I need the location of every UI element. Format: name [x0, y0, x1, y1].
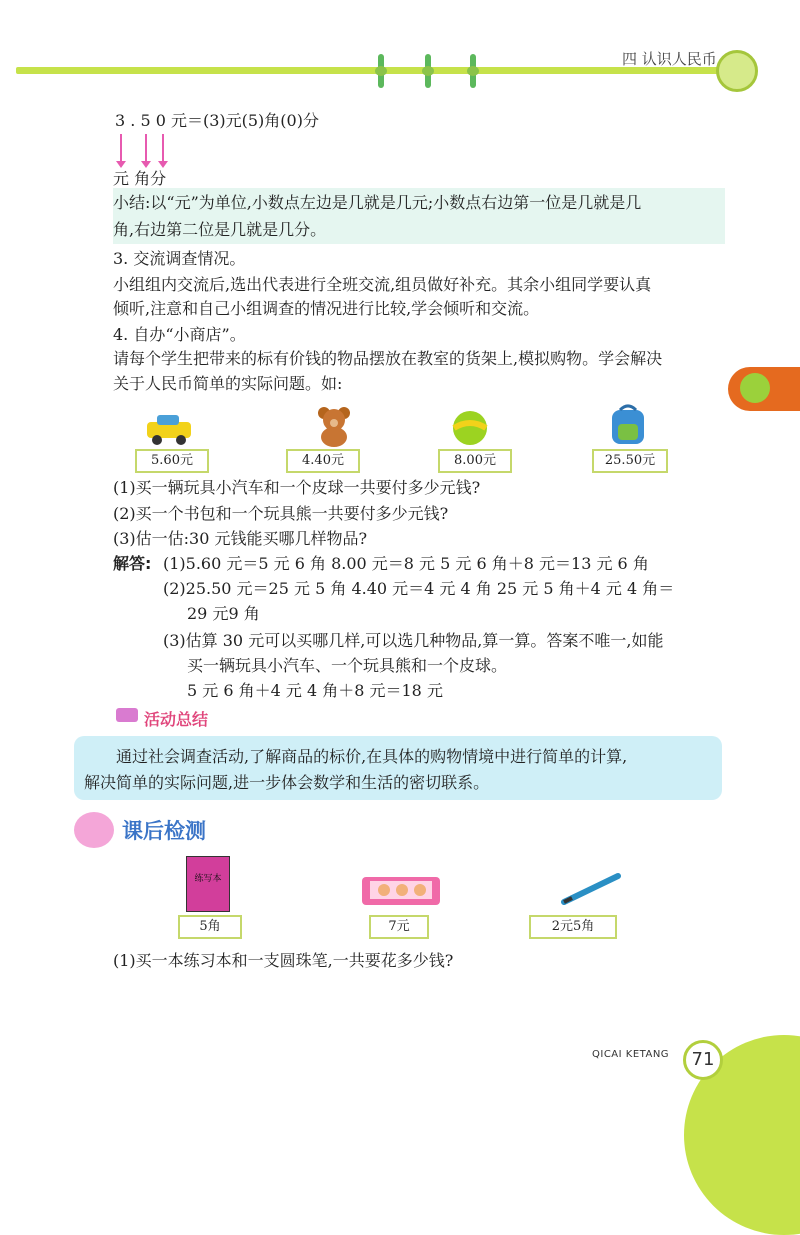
section3-title: 3. 交流调查情况。: [113, 249, 246, 268]
summary-line1: 小结:以“元”为单位,小数点左边是几就是几元;小数点右边第一位是几就是几: [113, 193, 642, 212]
answer-2a: (2)25.50 元＝25 元 5 角 4.40 元＝4 元 4 角 25 元 5 角＋4 元 4 角＝: [163, 579, 675, 598]
logo-icon: [716, 50, 758, 92]
answer-3a: (3)估算 30 元可以买哪几样,可以选几种物品,算一算。答案不唯一,如能: [163, 631, 664, 650]
price-tag: 4.40元: [286, 449, 360, 473]
question-1: (1)买一辆玩具小汽车和一个皮球一共要付多少元钱?: [113, 478, 481, 497]
chapter-title: 四 认识人民币: [622, 50, 717, 68]
backpack-icon: [606, 404, 650, 446]
activity-line2: 解决简单的实际问题,进一步体会数学和生活的密切联系。: [84, 773, 490, 792]
arrow-icon: [162, 134, 164, 162]
activity-title: 活动总结: [144, 710, 209, 729]
price-tag: 7元: [369, 915, 429, 939]
footer-label: QICAI KETANG: [592, 1049, 670, 1060]
section4-line2: 关于人民币简单的实际问题。如:: [113, 374, 343, 393]
price-tag: 25.50元: [592, 449, 668, 473]
notebook-icon: [186, 856, 230, 912]
question-3: (3)估一估:30 元钱能买哪几样物品?: [113, 529, 368, 548]
binder-clip-icon: [378, 54, 384, 88]
section4-title: 4. 自办“小商店”。: [113, 325, 246, 344]
page-number: 71: [683, 1040, 723, 1080]
section4-line1: 请每个学生把带来的标有价钱的物品摆放在教室的货架上,模拟购物。学会解决: [113, 349, 663, 368]
unit-labels: 元 角分: [113, 169, 167, 188]
price-tag: 5角: [178, 915, 242, 939]
check-question-1: (1)买一本练习本和一支圆珠笔,一共要花多少钱?: [113, 951, 454, 970]
pencil-case-icon: [360, 873, 442, 909]
section3-line2: 倾听,注意和自己小组调查的情况进行比较,学会倾听和交流。: [113, 299, 540, 318]
activity-icon: [116, 708, 138, 722]
answer-label: 解答:: [113, 554, 152, 573]
binder-clip-icon: [425, 54, 431, 88]
teddy-bear-icon: [314, 405, 354, 447]
ball-icon: [452, 410, 488, 446]
equation: 3 . 5 0 元＝(3)元(5)角(0)分: [115, 111, 319, 130]
check-title: 课后检测: [122, 819, 206, 843]
summary-line2: 角,右边第二位是几就是几分。: [113, 220, 327, 239]
binder-clip-icon: [470, 54, 476, 88]
price-tag: 8.00元: [438, 449, 512, 473]
answer-2b: 29 元9 角: [187, 604, 260, 623]
price-tag: 5.60元: [135, 449, 209, 473]
frog-icon: [740, 373, 770, 403]
section3-line1: 小组组内交流后,选出代表进行全班交流,组员做好补充。其余小组同学要认真: [113, 275, 652, 294]
toy-car-icon: [143, 412, 195, 446]
answer-3b: 买一辆玩具小汽车、一个玩具熊和一个皮球。: [187, 656, 508, 675]
question-2: (2)买一个书包和一个玩具熊一共要付多少元钱?: [113, 504, 449, 523]
answer-3c: 5 元 6 角＋4 元 4 角＋8 元＝18 元: [187, 681, 443, 700]
activity-line1: 通过社会调查活动,了解商品的标价,在具体的购物情境中进行简单的计算,: [116, 747, 628, 766]
arrow-icon: [145, 134, 147, 162]
price-tag: 2元5角: [529, 915, 617, 939]
notebook-cover-text: 练写本: [194, 874, 222, 884]
check-icon: [74, 812, 114, 848]
answer-1: (1)5.60 元＝5 元 6 角 8.00 元＝8 元 5 元 6 角＋8 元＝13 元 6 角: [163, 554, 649, 573]
pen-icon: [560, 872, 624, 906]
arrow-icon: [120, 134, 122, 162]
